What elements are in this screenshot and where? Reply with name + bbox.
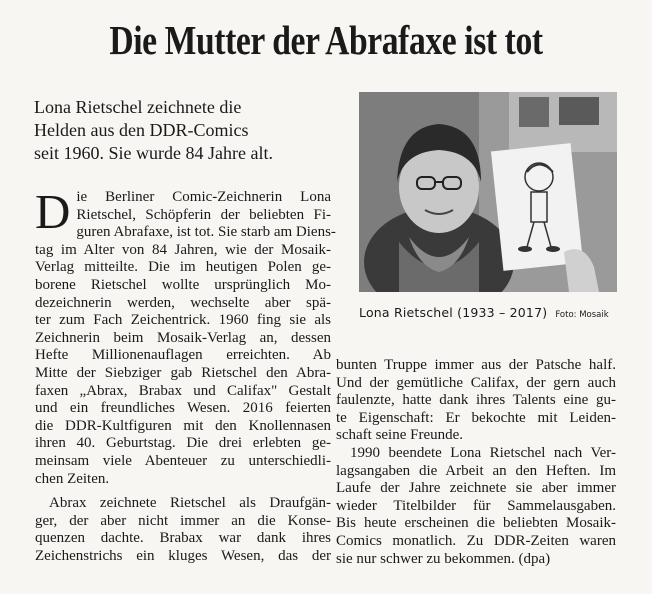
body-line: Hefte Millionenauflagen erreichten. Ab <box>35 347 331 364</box>
body-line: Bis heute erscheinen die beliebten Mosaik- <box>336 515 616 532</box>
portrait-photo <box>359 92 617 292</box>
deck-line: Helden aus den DDR-Comics <box>34 120 249 140</box>
body-line: ie Berliner Comic-Zeichnerin Lona <box>76 189 331 205</box>
body-line: chen Zeiten. <box>35 470 110 487</box>
body-line: faxen „Abrax, Brabax und Califax" Gestalt <box>35 382 331 399</box>
body-line: ter zum Fach Zeichentrick. 1960 fing sie als <box>35 312 331 329</box>
body-line: Laufe der Jahre zeichnete sie aber immer <box>336 480 616 497</box>
caption-text: Lona Rietschel (1933 – 2017) <box>359 305 548 320</box>
body-line: Verlag mitteilte. Die im heutigen Polen ge- <box>35 259 331 276</box>
body-line: sie nur schwer zu bekommen. (dpa) <box>336 550 551 567</box>
body-line: wieder Titelbilder für Sammelausgaben. <box>336 497 616 514</box>
body-line: Und der gemütliche Califax, der gern auch <box>336 374 616 391</box>
body-line: Mitte der Siebziger gab Rietschel den Abra- <box>35 364 331 381</box>
deck <box>34 96 334 165</box>
body-line: 1990 beendete Lona Rietschel nach Ver- <box>350 444 616 461</box>
body-line: tag im Alter von 84 Jahren, wie der Mosaik- <box>35 241 331 258</box>
body-line: borene Rietschel wollte ursprünglich Mo- <box>35 276 331 293</box>
body-line: guren Abrafaxe, ist tot. Sie starb am Diens- <box>76 224 336 241</box>
body-line: und ein freundliches Wesen. 2016 feierten <box>35 400 331 417</box>
headline: Die Mutter der Abrafaxe ist tot <box>109 17 543 63</box>
photo-caption <box>359 302 629 321</box>
body-line: schaft seine Freunde. <box>336 427 464 444</box>
body-line: ihren 40. Geburtstag. Die drei erlebten ge- <box>35 435 331 452</box>
article-body-left-column <box>35 184 336 565</box>
body-line: Zeichenstrichs ein kluges Wesen, das der <box>35 547 331 564</box>
portrait-illustration <box>359 92 617 292</box>
photo-credit: Foto: Mosaik <box>555 310 609 320</box>
body-line: ger, der aber nicht immer an die Konse- <box>35 512 331 529</box>
drop-cap: D <box>35 184 71 239</box>
body-line: meinsam viele Abenteuer zu unterschiedli- <box>35 452 331 469</box>
body-line: bunten Truppe immer aus der Patsche half. <box>336 357 616 373</box>
body-line: die DDR-Kultfiguren mit den Knollennasen <box>35 417 331 434</box>
body-line: lagsangaben die Arbeit an den Heften. Im <box>336 462 616 479</box>
body-line: te Eigenschaft: Er bekochte mit Leiden- <box>336 409 616 426</box>
body-line: Zeichnerin beim Mosaik-Verlag an, dessen <box>35 329 331 346</box>
deck-line: seit 1960. Sie wurde 84 Jahre alt. <box>34 143 273 163</box>
article-body-right-column <box>336 357 616 568</box>
deck-line: Lona Rietschel zeichnete die <box>34 97 242 117</box>
body-line: Rietschel, Schöpferin der beliebten Fi- <box>76 206 331 223</box>
body-line: Comics monatlich. Zu DDR-Zeiten waren <box>336 532 616 549</box>
body-line: Abrax zeichnete Rietschel als Draufgän- <box>49 495 331 512</box>
body-line: faulenzte, hatte dank ihres Talents eine gu- <box>336 392 616 409</box>
body-line: dezeichnerin werden, wechselte aber spä- <box>35 294 331 311</box>
body-line: quenzen dachte. Brabax war dank ihres <box>35 530 331 547</box>
